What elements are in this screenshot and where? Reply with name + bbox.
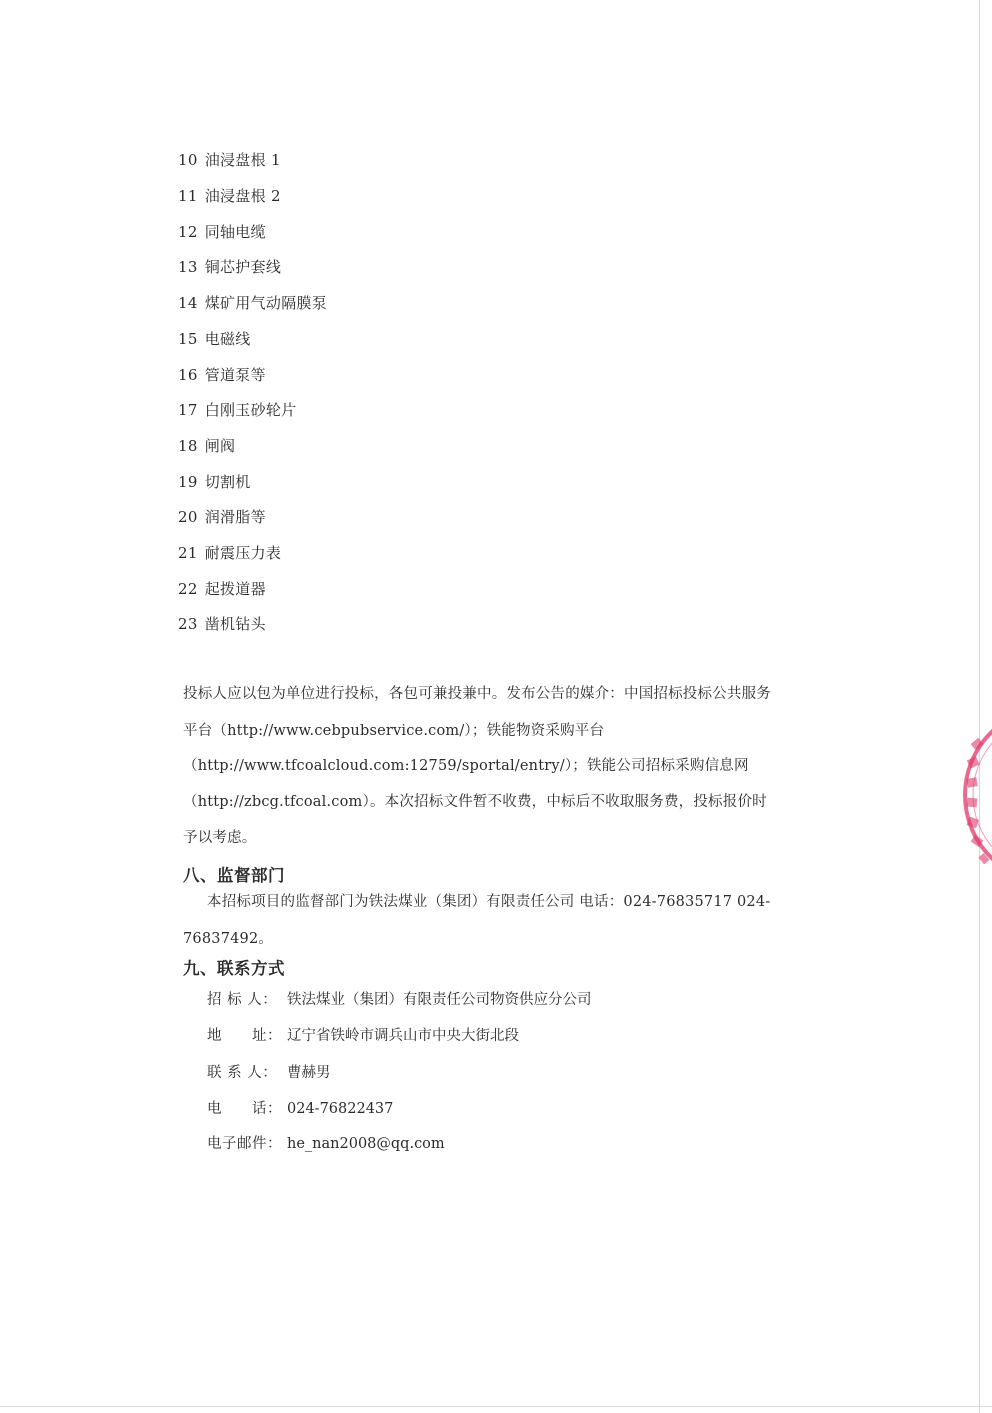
list-item <box>178 578 266 599</box>
item-number: 16 <box>178 366 198 384</box>
section-9-heading: 九、联系方式 <box>183 959 285 978</box>
item-number: 17 <box>178 401 198 419</box>
supervision-line: 本招标项目的监督部门为铁法煤业（集团）有限责任公司 电话：024-76835717 024- <box>207 894 771 910</box>
list-item <box>178 256 281 277</box>
contact-row-person <box>207 1061 331 1082</box>
contact-value: 024-76822437 <box>287 1101 394 1117</box>
page-edge-bottom <box>0 1406 992 1407</box>
item-number: 12 <box>178 223 198 241</box>
paragraph-line: 予以考虑。 <box>183 830 257 846</box>
item-number: 21 <box>178 544 198 562</box>
list-item <box>178 328 251 349</box>
list-item <box>178 364 266 385</box>
contact-label: 地 址： <box>207 1028 282 1044</box>
item-text: 起拨道器 <box>204 580 266 598</box>
supervision-line: 76837492。 <box>183 931 274 947</box>
list-item <box>178 613 266 634</box>
item-text: 电磁线 <box>204 330 251 348</box>
item-text: 油浸盘根 1 <box>204 151 281 169</box>
item-number: 23 <box>178 615 198 633</box>
list-item <box>178 399 297 420</box>
item-number: 15 <box>178 330 198 348</box>
paragraph-line: 平台（http://www.cebpubservice.com/）；铁能物资采购平台 <box>183 723 605 739</box>
item-text: 管道泵等 <box>204 366 266 384</box>
contact-row-bidder <box>207 988 592 1009</box>
item-number: 18 <box>178 437 198 455</box>
item-number: 10 <box>178 151 198 169</box>
item-text: 润滑脂等 <box>204 508 266 526</box>
item-text: 煤矿用气动隔膜泵 <box>204 294 328 312</box>
item-text: 闸阀 <box>204 437 236 455</box>
contact-row-phone <box>207 1097 393 1118</box>
list-item <box>178 542 281 563</box>
item-number: 22 <box>178 580 198 598</box>
contact-value: 辽宁省铁岭市调兵山市中央大街北段 <box>287 1028 519 1044</box>
seal-stamp-graphic <box>958 700 992 890</box>
contact-label: 电子邮件： <box>207 1136 282 1152</box>
contact-value: 曹赫男 <box>287 1065 331 1081</box>
item-text: 铜芯护套线 <box>204 258 282 276</box>
item-text: 油浸盘根 2 <box>204 187 281 205</box>
item-text: 耐震压力表 <box>204 544 282 562</box>
contact-value: he_nan2008@qq.com <box>287 1136 445 1152</box>
item-text: 白刚玉砂轮片 <box>204 401 297 419</box>
list-item <box>178 471 251 492</box>
item-text: 凿机钻头 <box>204 615 266 633</box>
paragraph-line: （http://www.tfcoalcloud.com:12759/sportal/entry/）；铁能公司招标采购信息网 <box>183 758 749 774</box>
list-item <box>178 435 235 456</box>
contact-label: 招 标 人： <box>207 992 278 1008</box>
contact-value: 铁法煤业（集团）有限责任公司物资供应分公司 <box>287 992 592 1008</box>
paragraph-line: （http://zbcg.tfcoal.com）。本次招标文件暂不收费，中标后不收取服务费，投标报价时 <box>183 794 767 810</box>
list-item <box>178 149 281 170</box>
contact-row-email <box>207 1132 445 1153</box>
section-8-heading: 八、监督部门 <box>183 866 285 885</box>
contact-label: 电 话： <box>207 1101 282 1117</box>
item-number: 13 <box>178 258 198 276</box>
item-text: 同轴电缆 <box>204 223 266 241</box>
list-item <box>178 292 327 313</box>
item-number: 14 <box>178 294 198 312</box>
item-number: 19 <box>178 473 198 491</box>
list-item <box>178 185 281 206</box>
item-text: 切割机 <box>204 473 251 491</box>
item-number: 20 <box>178 508 198 526</box>
list-item <box>178 221 266 242</box>
list-item <box>178 506 266 527</box>
contact-label: 联 系 人： <box>207 1065 278 1081</box>
item-number: 11 <box>178 187 198 205</box>
contact-row-address <box>207 1024 519 1045</box>
official-seal-stamp <box>958 700 992 890</box>
paragraph-line: 投标人应以包为单位进行投标，各包可兼投兼中。发布公告的媒介：中国招标投标公共服务 <box>183 686 771 702</box>
